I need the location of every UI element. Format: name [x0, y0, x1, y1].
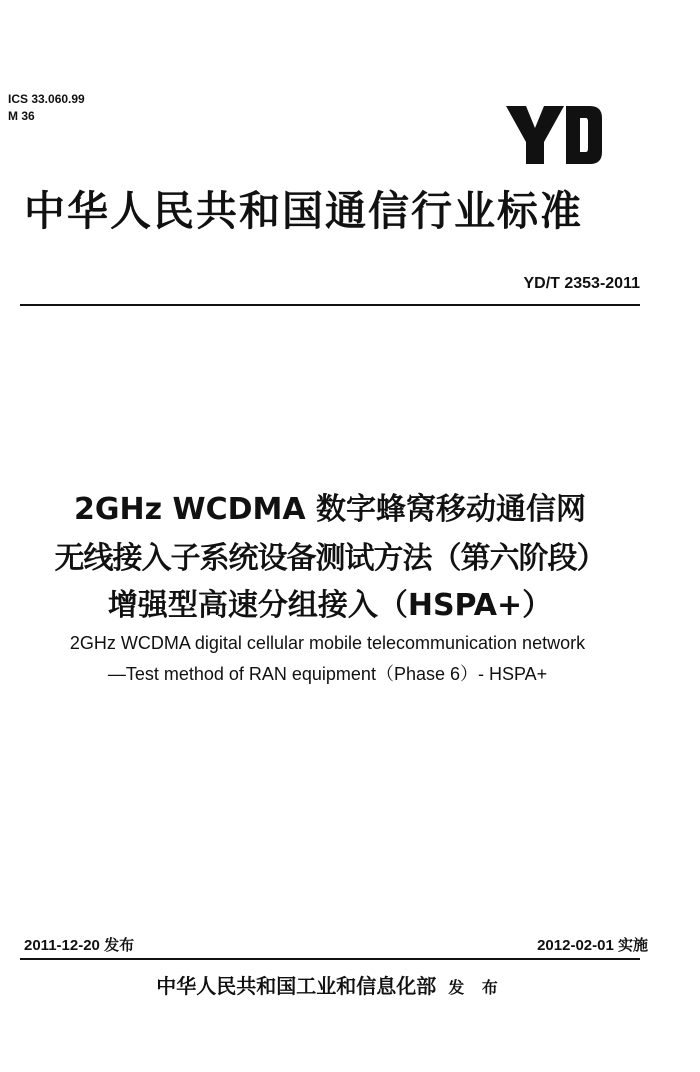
- title-en-line-1: 2GHz WCDMA digital cellular mobile telecommunication network: [69, 633, 586, 653]
- title-en-line-2: —Test method of RAN equipment（Phase 6）- HSPA+: [107, 664, 548, 684]
- classification-codes: [8, 91, 85, 125]
- title-cn-line-3: 增强型高速分组接入（HSPA+）: [107, 588, 553, 623]
- publisher-name: 中华人民共和国工业和信息化部: [156, 974, 437, 998]
- publish-verb: 发 布: [448, 978, 504, 997]
- top-divider: [20, 304, 640, 306]
- title-cn-line-1: 2GHz WCDMA 数字蜂窝移动通信网: [73, 492, 587, 527]
- issue-date: 2011-12-20 发布: [24, 937, 135, 954]
- publisher-line: [0, 970, 660, 999]
- standard-category-title: 中华人民共和国通信行业标准: [24, 187, 583, 235]
- bottom-divider: [20, 958, 640, 960]
- class-code: M 36: [8, 109, 35, 123]
- implementation-date: 2012-02-01 实施: [537, 937, 648, 954]
- yd-logo: [504, 104, 604, 166]
- standard-number: YD/T 2353-2011: [523, 275, 640, 292]
- title-cn-line-2: 无线接入子系统设备测试方法（第六阶段）: [54, 541, 606, 576]
- ics-code: ICS 33.060.99: [8, 92, 85, 106]
